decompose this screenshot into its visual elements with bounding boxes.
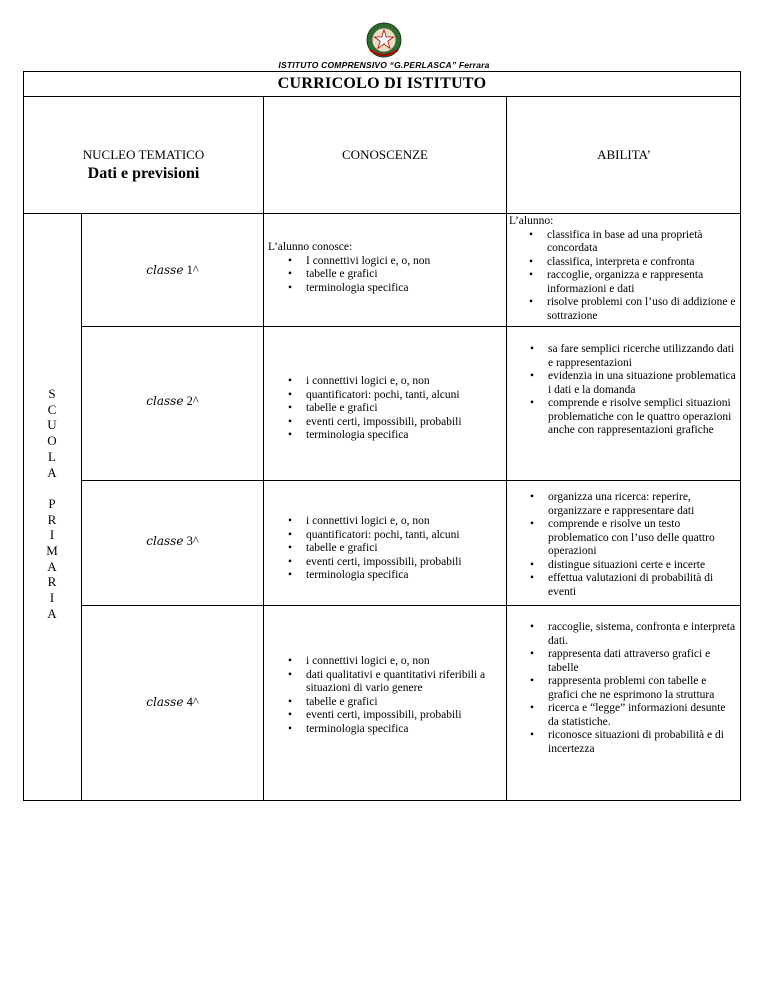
abilita-cell <box>526 621 739 756</box>
nucleo-header <box>24 147 263 183</box>
conoscenze-header: CONOSCENZE <box>342 147 428 162</box>
school-level-letter: R <box>47 511 57 527</box>
list-item: • raccoglie, sistema, confronta e interpreta dati. <box>526 621 739 648</box>
divider <box>81 605 741 606</box>
list-item: • risolve problemi con l’uso di addizione e sottrazione <box>509 296 739 323</box>
divider <box>81 326 741 327</box>
list-item: • classifica, interpreta e confronta <box>509 256 739 270</box>
school-level-letter: A <box>47 558 57 574</box>
list-item: • tabelle e grafici <box>284 542 504 556</box>
school-level-letter: U <box>47 417 57 433</box>
list-item: • terminologia specifica <box>268 282 504 296</box>
nucleo-value: Dati e previsioni <box>87 165 200 182</box>
abilita-header: ABILITA’ <box>597 147 651 162</box>
divider <box>23 96 741 97</box>
school-level-letter: A <box>47 605 57 621</box>
abilita-cell <box>526 491 739 599</box>
list-item: • I connettivi logici e, o, non <box>268 255 504 269</box>
classe-label: classe 1^ <box>146 263 199 277</box>
list-item: • raccoglie, organizza e rappresenta informazioni e dati <box>509 269 739 296</box>
school-level-letter: A <box>47 464 57 480</box>
list-item: • terminologia specifica <box>284 569 504 583</box>
list-item: • classifica in base ad una proprietà concordata <box>509 229 739 256</box>
classe-label: classe 2^ <box>146 394 199 408</box>
school-level-letter: O <box>47 433 57 449</box>
list-item: • dati qualitativi e quantitativi riferibili a situazioni di vario genere <box>284 669 504 696</box>
school-level-letter: P <box>48 495 56 511</box>
list-item: • comprende e risolve semplici situazioni problematiche con le quattro operazioni anche con rappresentazioni grafiche <box>526 397 739 438</box>
classe-label: classe 3^ <box>146 534 199 548</box>
list-item: • eventi certi, impossibili, probabili <box>284 416 504 430</box>
list-item: • rappresenta problemi con tabelle e grafici che ne esprimono la struttura <box>526 675 739 702</box>
school-level-letter: I <box>49 527 55 543</box>
cell-lead: L’alunno: <box>509 215 554 227</box>
abilita-cell <box>509 215 739 323</box>
divider <box>81 213 82 801</box>
list-item: • riconosce situazioni di probabilità e di incertezza <box>526 729 739 756</box>
conoscenze-cell <box>284 515 504 583</box>
list-item: • sa fare semplici ricerche utilizzando dati e rappresentazioni <box>526 343 739 370</box>
school-level-letter: L <box>48 448 56 464</box>
list-item: • effettua valutazioni di probabilità di eventi <box>526 572 739 599</box>
list-item: • terminologia specifica <box>284 723 504 737</box>
list-item: • quantificatori: pochi, tanti, alcuni <box>284 529 504 543</box>
list-item: • i connettivi logici e, o, non <box>284 375 504 389</box>
list-item: • terminologia specifica <box>284 429 504 443</box>
list-item: • tabelle e grafici <box>284 696 504 710</box>
list-item: • evidenzia in una situazione problematica i dati e la domanda <box>526 370 739 397</box>
divider <box>263 96 264 801</box>
list-item: • ricerca e “legge” informazioni desunte da statistiche. <box>526 702 739 729</box>
list-item: • tabelle e grafici <box>284 402 504 416</box>
school-name: ISTITUTO COMPRENSIVO “G.PERLASCA” Ferrara <box>278 60 490 70</box>
nucleo-label: NUCLEO TEMATICO <box>82 147 205 162</box>
list-item: • eventi certi, impossibili, probabili <box>284 556 504 570</box>
list-item: • distingue situazioni certe e incerte <box>526 559 739 573</box>
school-level-label <box>24 386 80 622</box>
school-level-letter: R <box>47 574 57 590</box>
school-level-letter: M <box>46 543 58 559</box>
conoscenze-cell <box>284 655 504 736</box>
list-item: • comprende e risolve un testo problematico con l’uso delle quattro operazioni <box>526 518 739 559</box>
list-item: • eventi certi, impossibili, probabili <box>284 709 504 723</box>
list-item: • quantificatori: pochi, tanti, alcuni <box>284 389 504 403</box>
list-item: • i connettivi logici e, o, non <box>284 515 504 529</box>
classe-label: classe 4^ <box>146 695 199 709</box>
divider <box>81 480 741 481</box>
divider <box>506 96 507 801</box>
conoscenze-cell <box>268 241 504 295</box>
school-level-letter: C <box>47 401 57 417</box>
list-item: • rappresenta dati attraverso grafici e tabelle <box>526 648 739 675</box>
list-item: • organizza una ricerca: reperire, organizzare e rappresentare dati <box>526 491 739 518</box>
page-title: CURRICOLO DI ISTITUTO <box>277 75 487 92</box>
list-item: • i connettivi logici e, o, non <box>284 655 504 669</box>
school-level-letter <box>24 480 80 496</box>
conoscenze-cell <box>284 375 504 443</box>
divider <box>23 213 741 214</box>
school-level-letter: I <box>49 590 55 606</box>
cell-lead: L’alunno conosce: <box>268 241 353 253</box>
italian-republic-emblem-icon <box>364 20 404 60</box>
school-level-letter: S <box>48 386 56 401</box>
list-item: • tabelle e grafici <box>268 268 504 282</box>
abilita-cell <box>526 343 739 438</box>
